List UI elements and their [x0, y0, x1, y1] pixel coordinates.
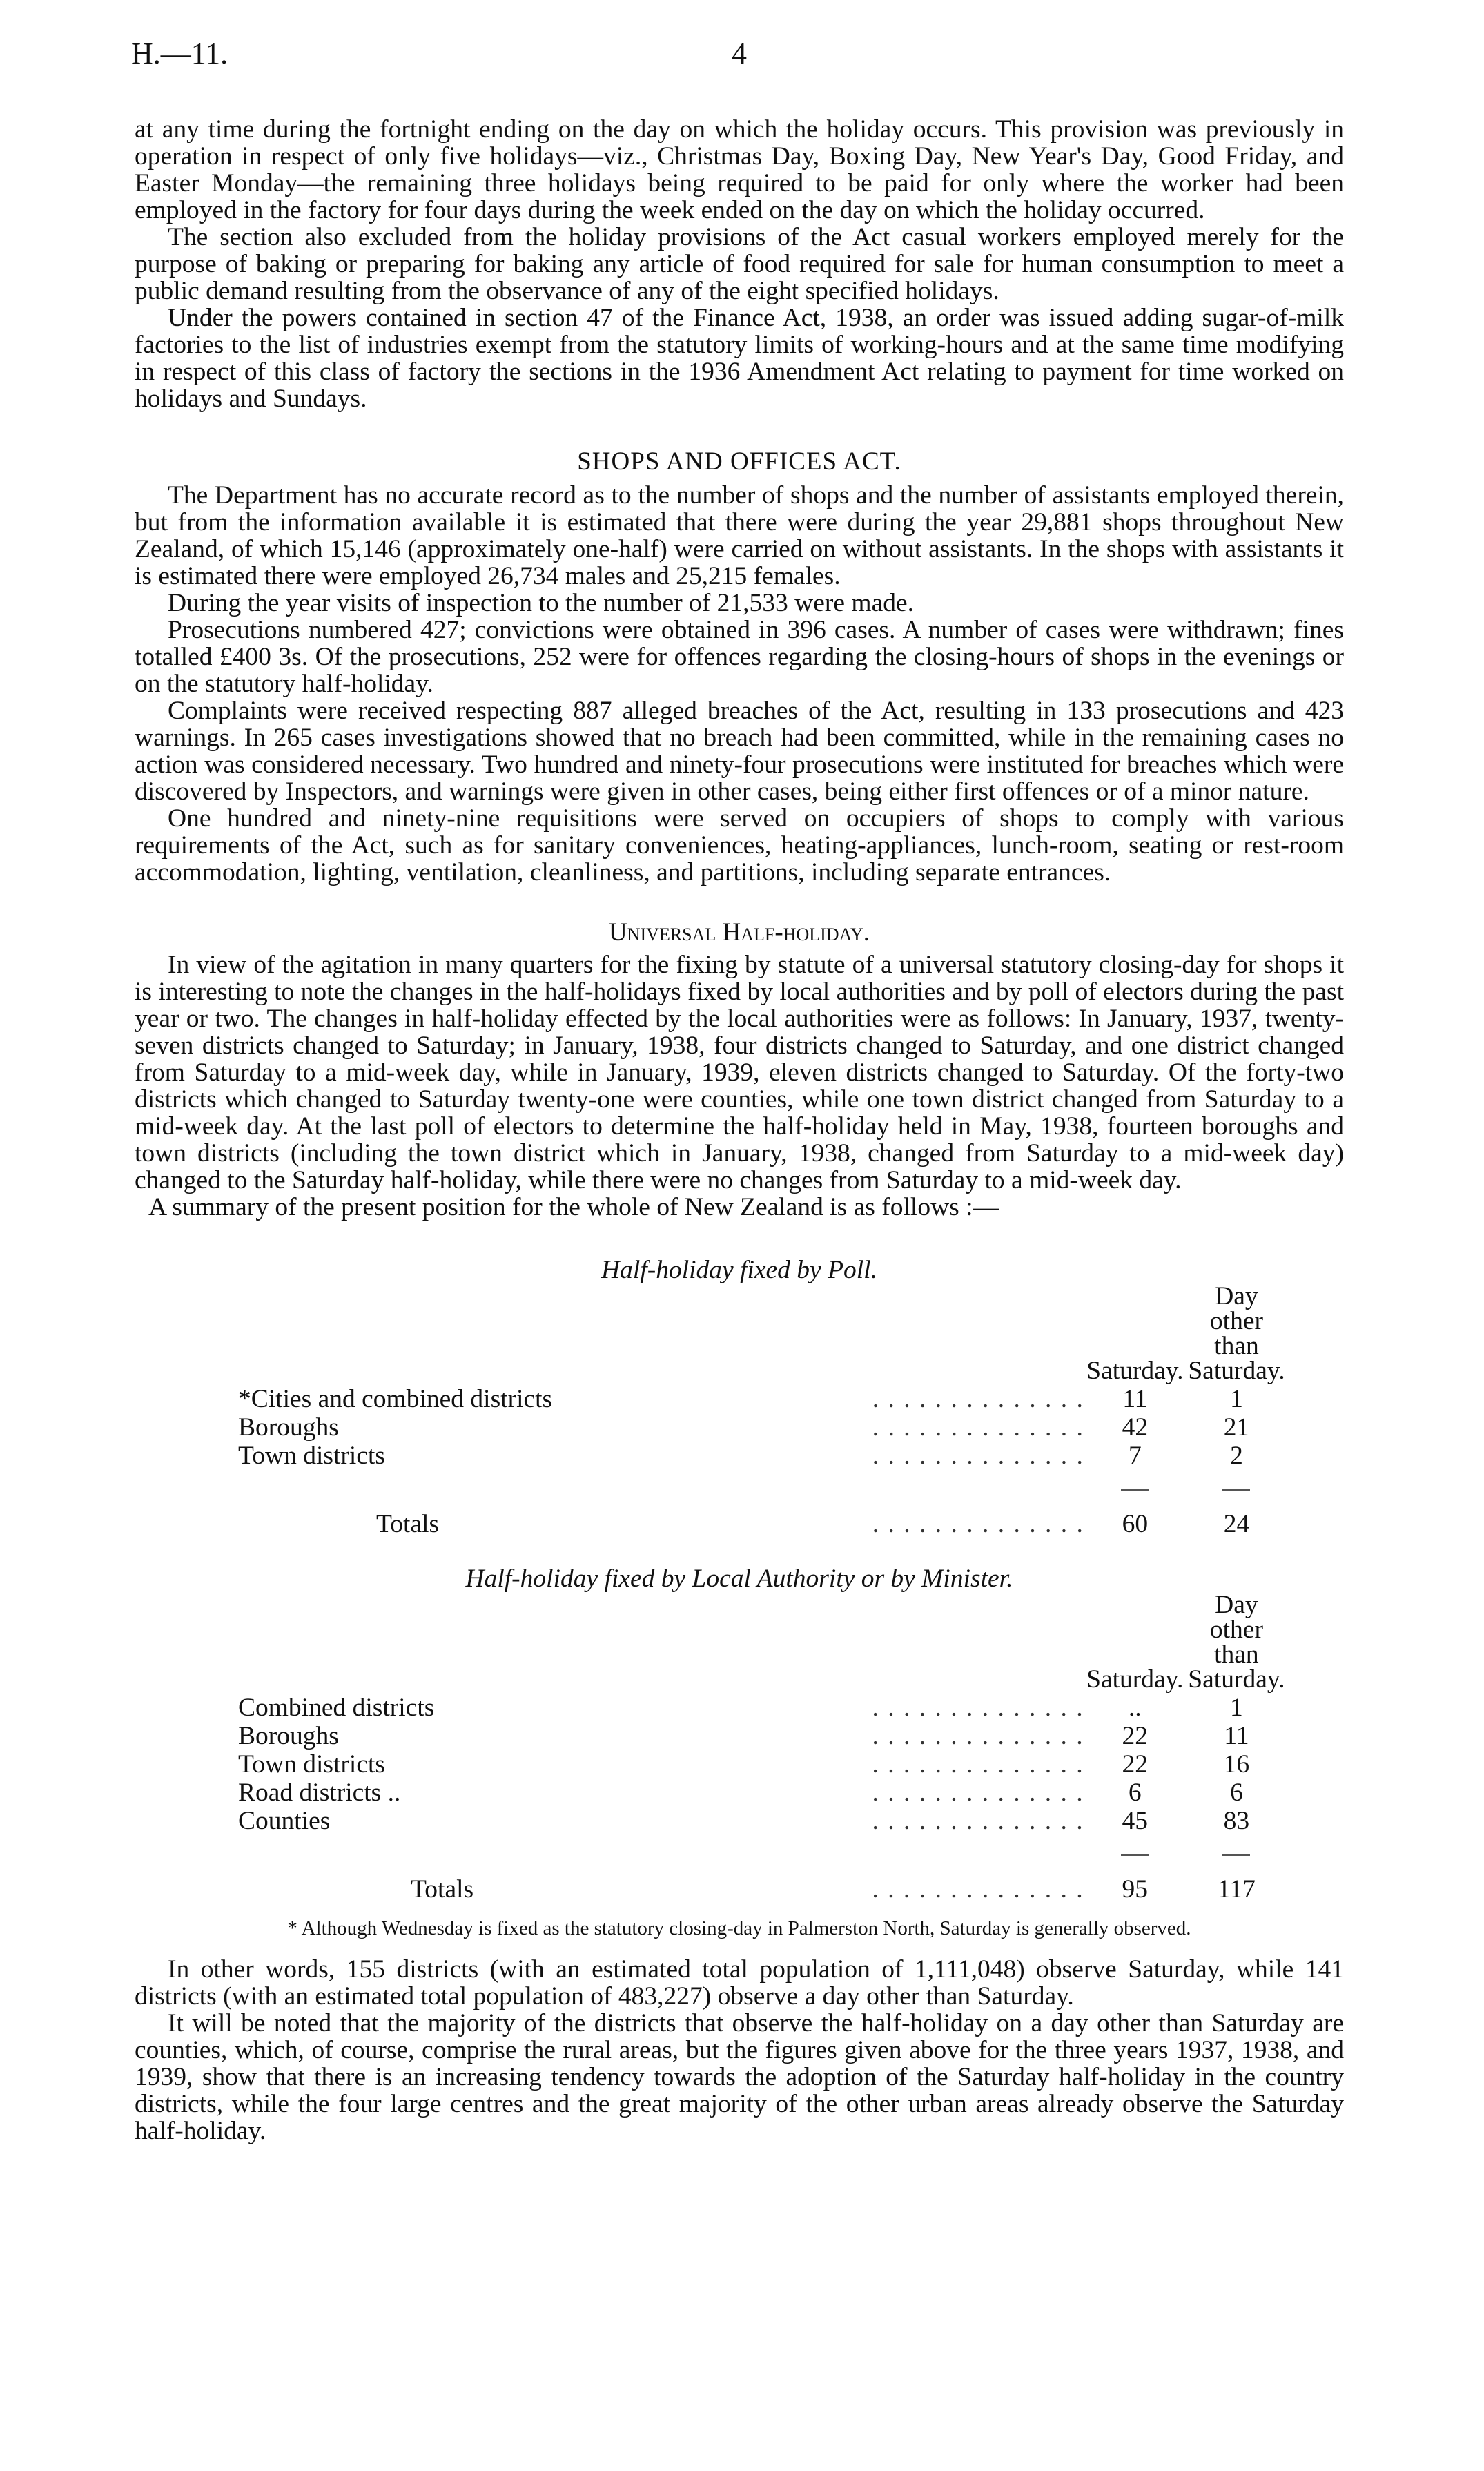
paragraph: In view of the agitation in many quarters for the fixing by statute of a universal statutory closing-day for shops it is interesting to note the changes in the half-holidays fixed by local authorities and by poll of electors during the past year or two. The changes in half-holiday effected by the local authorities were as follows: In January, 1937, twenty-seven districts changed to Saturday; in January, 1938, four districts changed to Saturday, and one district changed from Saturday to a mid-week day, while in January, 1939, eleven districts changed to Saturday. Of the forty-two districts which changed to Saturday twenty-one were counties, while one town district changed from Saturday to a mid-week day. At the last poll of electors to determine the half-holiday held in May, 1938, fourteen boroughs and town districts (including the town district which in January, 1938, changed from Saturday to a mid-week day) changed to the Saturday half-holiday, while there were no changes from Saturday to a mid-week day.: [135, 951, 1344, 1194]
section-heading-shops: SHOPS AND OFFICES ACT.: [577, 447, 901, 476]
paragraph: The Department has no accurate record as to the number of shops and the number of assistants employed therein, but from the information available it is estimated that there were during the year 29,881 shops throughout New Zealand, of which 15,146 (approximately one-half) were carried on without assistants. In the shops with assistants it is estimated there were employed 26,734 males and 25,215 females.: [135, 481, 1344, 590]
table-local: [238, 1592, 1287, 1903]
paragraph: It will be noted that the majority of the districts that observe the half-holiday on a day other than Saturday are counties, which, of course, comprise the rural areas, but the figures given above for the three years 1937, 1938, and 1939, show that there is an increasing tendency towards the adoption of the Saturday half-holiday in the country districts, while the four large centres and the great majority of the other urban areas already observe the Saturday half-holiday.: [135, 2009, 1344, 2145]
paragraph: Under the powers contained in section 47 of the Finance Act, 1938, an order was issued adding sugar-of-milk factories to the list of industries exempt from the statutory limits of working-hours and at the same time modifying in respect of this class of factory the sections in the 1936 Amendment Act relating to payment for time worked on holidays and Sundays.: [135, 304, 1344, 413]
table-row: Combined districts . . . . . . . . . . . . . . .. 1: [238, 1694, 1243, 1722]
divider: [238, 1469, 1287, 1496]
table-row: Counties . . . . . . . . . . . . . . 45 83: [238, 1807, 1250, 1835]
col-header: Saturday.: [1086, 1665, 1184, 1694]
document-reference: H.—11.: [131, 37, 228, 70]
footnote: * Although Wednesday is fixed as the statutory closing-day in Palmerston North, Saturday is generally observed.: [287, 1917, 1191, 1939]
col-header: Day other than Saturday.: [1188, 1591, 1285, 1694]
table-row: *Cities and combined districts . . . . . . . . . . . . . . 11 1: [238, 1385, 1243, 1413]
paragraph: Prosecutions numbered 427; convictions were obtained in 396 cases. A number of cases were withdrawn; fines totalled £400 3s. Of the prosecutions, 252 were for offences regarding the closing-hours of shops in the evenings or on the statutory half-holiday.: [135, 616, 1344, 698]
paragraph: at any time during the fortnight ending on the day on which the holiday occurs. This provision was previously in operation in respect of only five holidays—viz., Christmas Day, Boxing Day, New Year's Day, Good Friday, and Easter Monday—the remaining three holidays being required to be paid for only where the worker had been employed in the factory for four days during the week ended on the day on which the holiday occurred.: [135, 115, 1344, 224]
table-poll: [238, 1283, 1287, 1538]
col-header: Day other than Saturday.: [1188, 1282, 1285, 1385]
table-row: Road districts .. . . . . . . . . . . . . . . 6 6: [238, 1779, 1243, 1807]
col-header: Saturday.: [1086, 1357, 1184, 1385]
paragraph: The section also excluded from the holiday provisions of the Act casual workers employed merely for the purpose of baking or preparing for baking any article of food required for sale for human consumption to meet a public demand resulting from the observance of any of the eight specified holidays.: [135, 223, 1344, 305]
divider: [238, 1834, 1287, 1861]
page-body: [135, 116, 1344, 2144]
table-row: Town districts . . . . . . . . . . . . . . 22 16: [238, 1750, 1250, 1779]
table-title-poll: Half-holiday fixed by Poll.: [601, 1256, 877, 1284]
paragraph: One hundred and ninety-nine requisitions were served on occupiers of shops to comply with various requirements of the Act, such as for sanitary conveniences, heating-appliances, lunch-room, seating or rest-room accommodation, lighting, ventilation, cleanliness, and partitions, including separate entrances.: [135, 804, 1344, 886]
paragraph: During the year visits of inspection to the number of 21,533 were made.: [168, 589, 914, 617]
table-row: Boroughs . . . . . . . . . . . . . . 22 11: [238, 1722, 1249, 1750]
table-row: Town districts . . . . . . . . . . . . . . 7 2: [238, 1442, 1243, 1470]
section-heading-universal: Universal Half-holiday.: [609, 918, 870, 947]
page-number: 4: [732, 37, 747, 70]
paragraph: Complaints were received respecting 887 alleged breaches of the Act, resulting in 133 prosecutions and 423 warnings. In 265 cases investigations showed that no breach had been committed, while in the remaining cases no action was considered necessary. Two hundred and ninety-four prosecutions were instituted for breaches which were discovered by Inspectors, and warnings were given in other cases, being either first offences or of a minor nature.: [135, 697, 1344, 806]
paragraph: In other words, 155 districts (with an estimated total population of 1,111,048) observe Saturday, while 141 districts (with an estimated total population of 483,227) observe a day other than Saturday.: [135, 1955, 1344, 2010]
table-row: Boroughs . . . . . . . . . . . . . . 42 21: [238, 1413, 1250, 1442]
totals-row: Totals . . . . . . . . . . . . . . 95 117: [411, 1875, 1256, 1903]
totals-row: Totals . . . . . . . . . . . . . . 60 24: [376, 1510, 1250, 1538]
table-title-local: Half-holiday fixed by Local Authority or by Minister.: [465, 1564, 1013, 1593]
paragraph: A summary of the present position for the whole of New Zealand is as follows :—: [148, 1193, 999, 1221]
